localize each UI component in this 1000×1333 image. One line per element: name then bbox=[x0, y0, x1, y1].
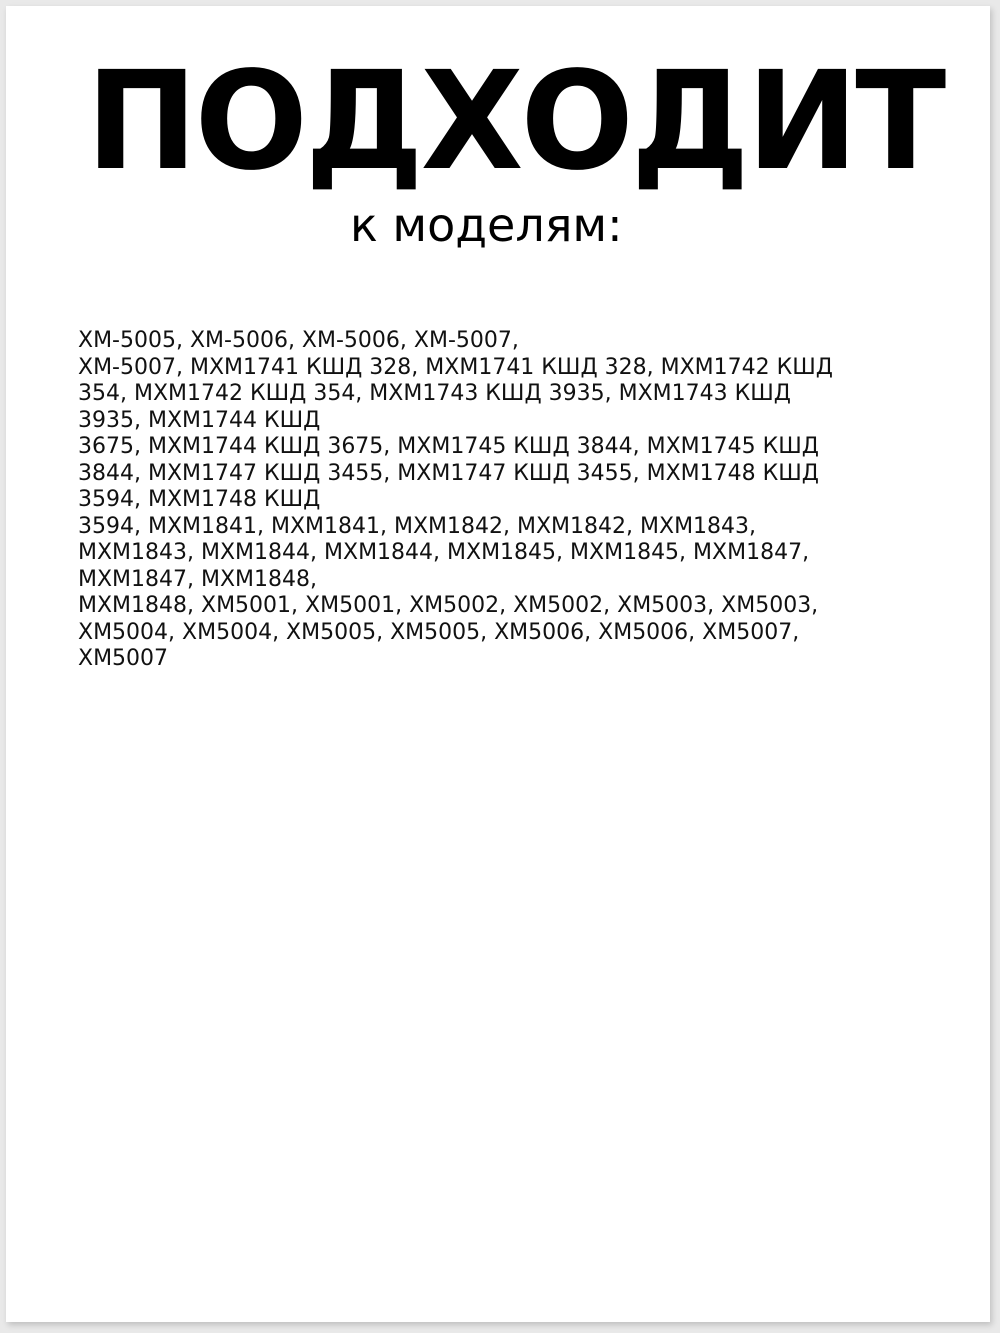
page-subtitle: к моделям: bbox=[350, 198, 623, 252]
model-line: XM-5005, XM-5006, XM-5006, XM-5007, bbox=[78, 328, 519, 353]
model-line: 3844, MXM1747 КШД 3455, MXM1747 КШД 3455, MXM1748 КШД bbox=[78, 460, 819, 486]
model-line: XM5004, XM5004, XM5005, XM5005, XM5006, XM5006, XM5007, bbox=[78, 619, 800, 645]
model-line: MXM1843, MXM1844, MXM1844, MXM1845, MXM1845, MXM1847, bbox=[78, 540, 810, 565]
compatible-models-list bbox=[78, 328, 938, 673]
model-line: MXM1848, XM5001, XM5001, XM5002, XM5002, XM5003, XM5003, bbox=[78, 593, 819, 618]
model-line: XM-5007, MXM1741 КШД 328, MXM1741 КШД 328, MXM1742 КШД bbox=[78, 354, 833, 380]
model-line: 3675, MXM1744 КШД 3675, MXM1745 КШД 3844, MXM1745 КШД bbox=[78, 434, 819, 459]
document-sheet bbox=[6, 6, 990, 1322]
model-line: 3594, MXM1748 КШД bbox=[78, 487, 321, 512]
model-line: 3935, MXM1744 КШД bbox=[78, 407, 321, 433]
page-title: ПОДХОДИТ bbox=[86, 43, 944, 201]
model-line: XM5007 bbox=[78, 646, 169, 671]
model-line: MXM1847, MXM1848, bbox=[78, 566, 318, 592]
model-line: 354, MXM1742 КШД 354, MXM1743 КШД 3935, MXM1743 КШД bbox=[78, 381, 791, 406]
model-line: 3594, MXM1841, MXM1841, MXM1842, MXM1842, MXM1843, bbox=[78, 513, 757, 539]
